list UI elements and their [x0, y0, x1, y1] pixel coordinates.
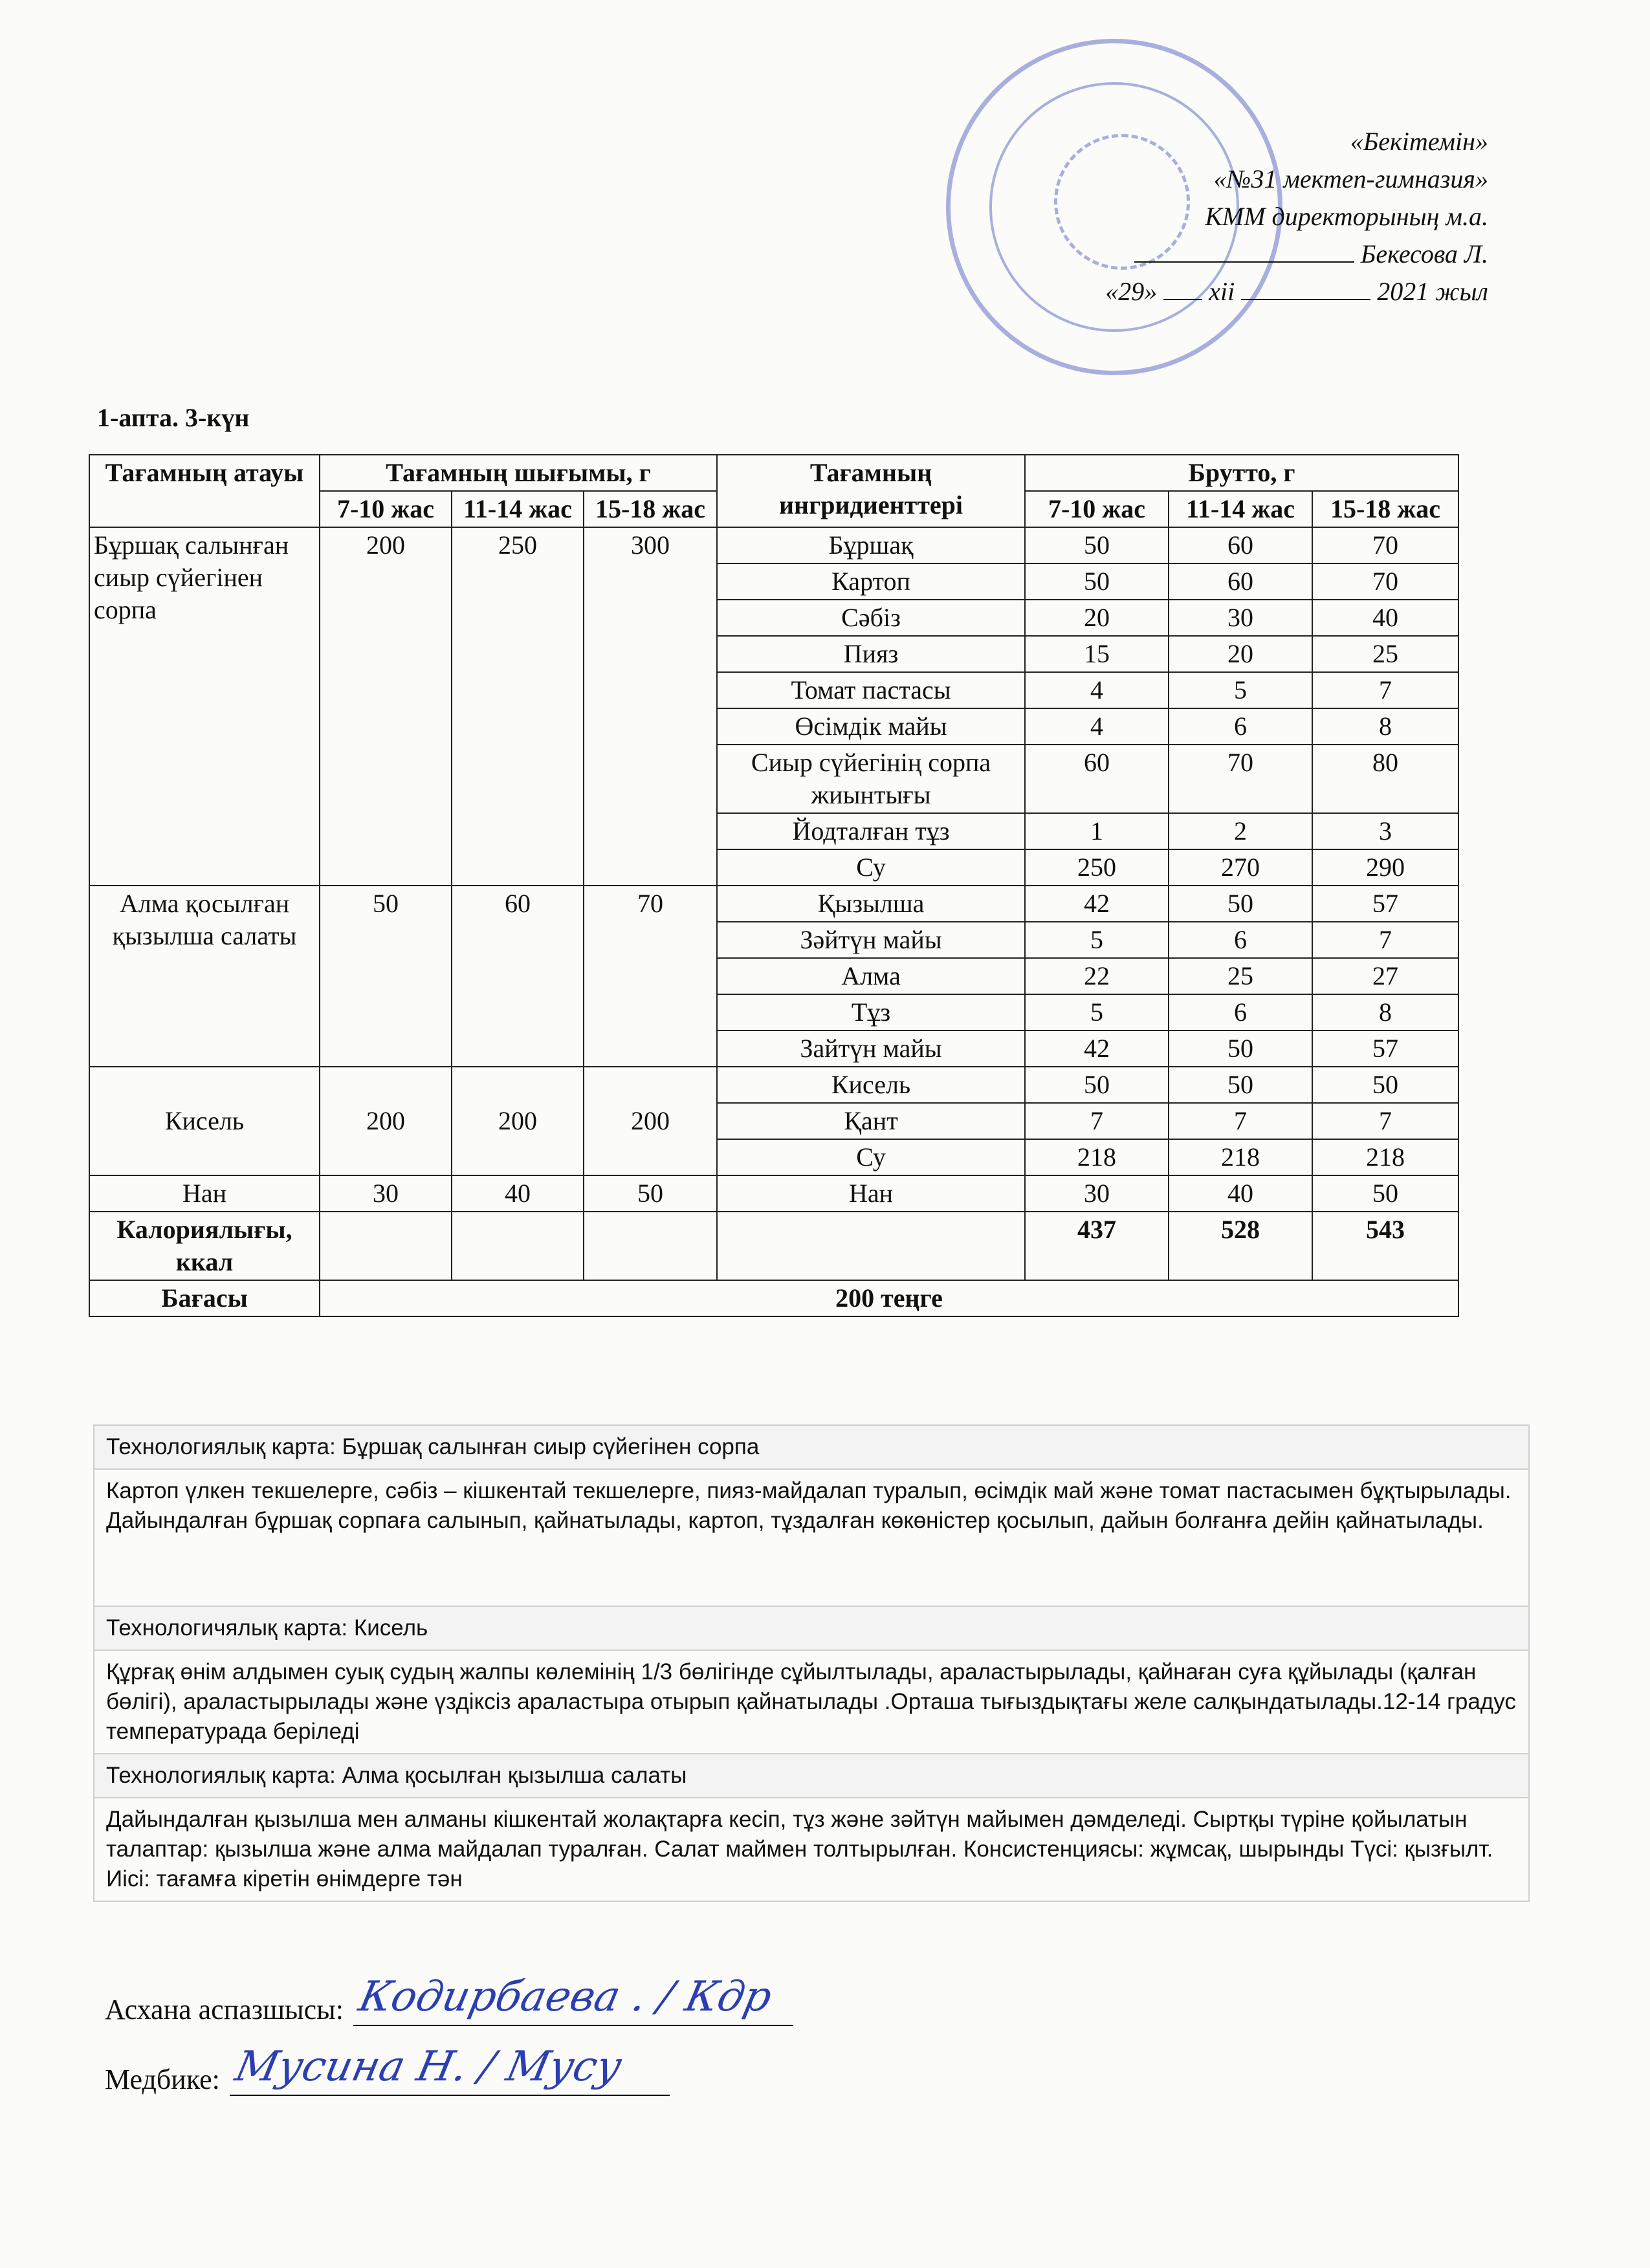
ingredient-brutto: 6	[1169, 922, 1312, 958]
dish-name: Алма қосылған қызылша салаты	[89, 886, 320, 1067]
calories-row	[89, 1212, 1458, 1280]
ingredient-brutto: 60	[1169, 527, 1312, 563]
ingredient-brutto: 70	[1312, 527, 1458, 563]
ingredient-brutto: 60	[1025, 745, 1169, 813]
tech-card-body: Дайындалған қызылша мен алманы кішкентай жолақтарға кесіп, тұз және зәйтүн майымен дәмделеді. Сыртқы түріне қойылатын талаптар: қызылша және алма майдалап туралған. Салат маймен толтырылған. Консистенциясы: жұмсақ, шырынды Түсі: қызғылт. Иісі: тағамға кіретін өнімдерге тән	[94, 1798, 1529, 1901]
tech-card-title: Технологиялық карта: Алма қосылған қызылша салаты	[94, 1754, 1529, 1798]
table-row	[89, 886, 1458, 922]
ingredient-brutto: 40	[1312, 600, 1458, 636]
ingredient-brutto: 25	[1312, 636, 1458, 672]
approval-name: Бекесова Л.	[1360, 239, 1488, 268]
approval-day: «29»	[1105, 277, 1158, 306]
ingredient-name: Сиыр сүйегінің сорпа жиынтығы	[717, 745, 1025, 813]
dish-output: 250	[452, 527, 584, 886]
header-output-age: 7-10 жас	[320, 491, 452, 527]
header-dish-name: Тағамның атауы	[89, 455, 320, 527]
ingredient-brutto: 30	[1169, 600, 1312, 636]
ingredient-name: Су	[717, 1139, 1025, 1175]
ingredient-brutto: 7	[1169, 1103, 1312, 1139]
cook-handwritten-signature: Кодирбаева . / Кдр	[355, 1973, 776, 2021]
empty-cell	[320, 1212, 452, 1280]
ingredient-brutto: 30	[1025, 1175, 1169, 1212]
dish-name: Бұршақ салынған сиыр сүйегінен сорпа	[89, 527, 320, 886]
ingredient-brutto: 70	[1312, 563, 1458, 600]
ingredient-name: Қызылша	[717, 886, 1025, 922]
ingredient-brutto: 6	[1169, 994, 1312, 1030]
signature-blank	[1134, 235, 1354, 263]
ingredient-brutto: 40	[1169, 1175, 1312, 1212]
ingredient-name: Пияз	[717, 636, 1025, 672]
ingredient-brutto: 50	[1025, 1067, 1169, 1103]
header-brutto-age: 11-14 жас	[1169, 491, 1312, 527]
header-output: Тағамның шығымы, г	[320, 455, 717, 491]
ingredient-brutto: 25	[1169, 958, 1312, 994]
ingredient-brutto: 218	[1169, 1139, 1312, 1175]
ingredient-brutto: 3	[1312, 813, 1458, 849]
ingredient-name: Сәбіз	[717, 600, 1025, 636]
ingredient-brutto: 50	[1169, 1067, 1312, 1103]
menu-body	[89, 527, 1458, 1212]
calories-label: Калориялығы, ккал	[89, 1212, 320, 1280]
dish-output: 60	[452, 886, 584, 1067]
approval-school: «№31 мектеп-гимназия»	[1213, 164, 1488, 193]
ingredient-brutto: 50	[1312, 1175, 1458, 1212]
ingredient-name: Йодталған тұз	[717, 813, 1025, 849]
ingredient-brutto: 5	[1025, 994, 1169, 1030]
ingredient-brutto: 290	[1312, 849, 1458, 886]
ingredient-brutto: 70	[1169, 745, 1312, 813]
empty-cell	[584, 1212, 717, 1280]
ingredient-brutto: 270	[1169, 849, 1312, 886]
ingredient-brutto: 5	[1025, 922, 1169, 958]
price-value: 200 теңге	[320, 1280, 1458, 1316]
approval-position: КММ директорының м.а.	[1205, 202, 1488, 231]
ingredient-brutto: 4	[1025, 672, 1169, 708]
nurse-label: Медбике:	[105, 2064, 220, 2095]
tech-card-body: Картоп үлкен текшелерге, сәбіз – кішкентай текшелерге, пияз-майдалап туралып, өсімдік май және томат пастасымен бұқтырылады. Дайындалған бұршақ сорпаға салынып, қайнатылады, картоп, тұздалған көкөністер қосылып, дайын болғанға дейін қайнатылады.	[94, 1469, 1529, 1606]
ingredient-name: Томат пастасы	[717, 672, 1025, 708]
dish-output: 30	[320, 1175, 452, 1212]
ingredient-brutto: 8	[1312, 708, 1458, 745]
ingredient-brutto: 50	[1025, 563, 1169, 600]
dish-output: 200	[320, 527, 452, 886]
approval-month: xii	[1209, 277, 1235, 306]
header-ingredients: Тағамның ингридиенттері	[717, 455, 1025, 527]
ingredient-brutto: 60	[1169, 563, 1312, 600]
ingredient-name: Алма	[717, 958, 1025, 994]
ingredient-brutto: 2	[1169, 813, 1312, 849]
ingredient-brutto: 7	[1312, 922, 1458, 958]
header-brutto-age: 15-18 жас	[1312, 491, 1458, 527]
ingredient-brutto: 218	[1025, 1139, 1169, 1175]
tech-cards-table	[93, 1424, 1530, 1902]
ingredient-brutto: 57	[1312, 886, 1458, 922]
ingredient-name: Зәйтүн майы	[717, 922, 1025, 958]
nurse-signature-line	[105, 2043, 670, 2096]
empty-cell	[717, 1212, 1025, 1280]
dish-output: 50	[584, 1175, 717, 1212]
ingredient-brutto: 22	[1025, 958, 1169, 994]
tech-card-title: Технологиялық карта: Бұршақ салынған сиыр сүйегінен сорпа	[94, 1425, 1529, 1469]
dish-output: 200	[452, 1067, 584, 1175]
week-day-title: 1-апта. 3-күн	[97, 403, 250, 432]
ingredient-brutto: 7	[1312, 672, 1458, 708]
calories-value: 543	[1312, 1212, 1458, 1280]
dish-name: Нан	[89, 1175, 320, 1212]
ingredient-brutto: 5	[1169, 672, 1312, 708]
cook-signature-line	[105, 1973, 793, 2026]
ingredient-brutto: 4	[1025, 708, 1169, 745]
ingredient-brutto: 218	[1312, 1139, 1458, 1175]
approval-block	[971, 123, 1488, 311]
cook-label: Асхана аспазшысы:	[105, 1994, 344, 2025]
ingredient-brutto: 80	[1312, 745, 1458, 813]
ingredient-name: Қант	[717, 1103, 1025, 1139]
header-output-age: 15-18 жас	[584, 491, 717, 527]
ingredient-name: Нан	[717, 1175, 1025, 1212]
ingredient-brutto: 57	[1312, 1030, 1458, 1067]
dish-output: 300	[584, 527, 717, 886]
approval-name-line	[971, 235, 1488, 273]
header-output-age: 11-14 жас	[452, 491, 584, 527]
ingredient-brutto: 1	[1025, 813, 1169, 849]
date-blank	[1241, 273, 1370, 300]
ingredient-brutto: 250	[1025, 849, 1169, 886]
menu-table	[89, 454, 1459, 1317]
table-row	[89, 1067, 1458, 1103]
dish-output: 70	[584, 886, 717, 1067]
nurse-handwritten-signature: Мусина Н. / Мусу	[230, 2043, 626, 2091]
ingredient-name: Тұз	[717, 994, 1025, 1030]
ingredient-brutto: 20	[1169, 636, 1312, 672]
tech-card-title: Технологичялық карта: Кисель	[94, 1606, 1529, 1650]
ingredient-brutto: 7	[1025, 1103, 1169, 1139]
approval-title: «Бекітемін»	[1350, 127, 1488, 156]
ingredient-brutto: 7	[1312, 1103, 1458, 1139]
ingredient-brutto: 15	[1025, 636, 1169, 672]
ingredient-name: Бұршақ	[717, 527, 1025, 563]
dish-output: 200	[584, 1067, 717, 1175]
dish-output: 40	[452, 1175, 584, 1212]
ingredient-name: Кисель	[717, 1067, 1025, 1103]
nurse-signature-field	[230, 2043, 670, 2096]
ingredient-brutto: 50	[1169, 1030, 1312, 1067]
ingredient-brutto: 42	[1025, 1030, 1169, 1067]
ingredient-brutto: 8	[1312, 994, 1458, 1030]
price-label: Бағасы	[89, 1280, 320, 1316]
approval-year: 2021 жыл	[1377, 277, 1488, 306]
ingredient-brutto: 20	[1025, 600, 1169, 636]
dish-output: 200	[320, 1067, 452, 1175]
approval-date-line	[971, 273, 1488, 311]
calories-value: 528	[1169, 1212, 1312, 1280]
ingredient-name: Су	[717, 849, 1025, 886]
dish-output: 50	[320, 886, 452, 1067]
cook-signature-field	[353, 1973, 793, 2026]
ingredient-brutto: 50	[1169, 886, 1312, 922]
tech-card-body: Құрғақ өнім алдымен суық судың жалпы көлемінің 1/3 бөлігінде сұйылтылады, араластырылады, қайнаған суға құйылады (қалған бөлігі), араластырылады және үздіксіз араластыра отырып қайнатылады .Орташа тығыздықтағы желе салқындатылады.12-14 градус температурада беріледі	[94, 1650, 1529, 1754]
ingredient-name: Зайтүн майы	[717, 1030, 1025, 1067]
ingredient-brutto: 50	[1025, 527, 1169, 563]
ingredient-brutto: 27	[1312, 958, 1458, 994]
ingredient-brutto: 42	[1025, 886, 1169, 922]
table-row	[89, 527, 1458, 563]
ingredient-brutto: 6	[1169, 708, 1312, 745]
date-blank	[1163, 273, 1202, 300]
ingredient-brutto: 50	[1312, 1067, 1458, 1103]
table-row	[89, 1175, 1458, 1212]
empty-cell	[452, 1212, 584, 1280]
calories-value: 437	[1025, 1212, 1169, 1280]
ingredient-name: Өсімдік майы	[717, 708, 1025, 745]
ingredient-name: Картоп	[717, 563, 1025, 600]
header-brutto-age: 7-10 жас	[1025, 491, 1169, 527]
header-brutto: Брутто, г	[1025, 455, 1458, 491]
dish-name: Кисель	[89, 1067, 320, 1175]
price-row	[89, 1280, 1458, 1316]
